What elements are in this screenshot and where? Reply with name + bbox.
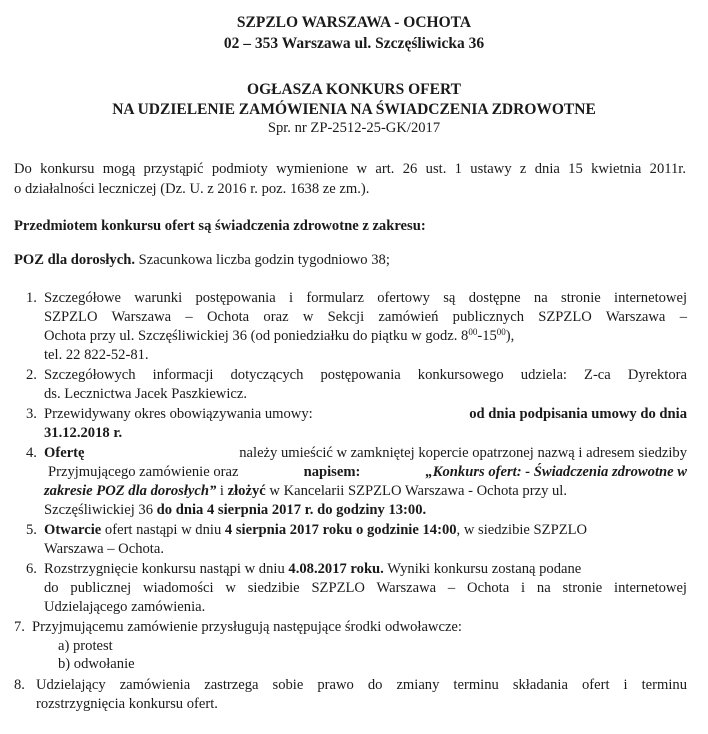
item-4-line-3 xyxy=(44,483,567,500)
item-4-submit-bold: złożyć xyxy=(227,483,266,499)
item-2-line-2: ds. Lecznictwa Jacek Paszkiewicz. xyxy=(44,386,248,402)
item-4-line-1 xyxy=(44,445,687,462)
item-5-date: 4 sierpnia 2017 roku o godzinie 14:00 xyxy=(224,522,457,538)
item-3-number: 3. xyxy=(26,406,37,422)
item-7-option-b: b) odwołanie xyxy=(58,656,135,672)
announcement-title-line2: NA UDZIELENIE ZAMÓWIENIA NA ŚWIADCZENIA ZDROWOTNE xyxy=(112,101,596,118)
item-3-bold: od dnia podpisania umowy do dnia xyxy=(469,406,687,422)
item-2-number: 2. xyxy=(26,367,37,383)
item-5-line-2: Warszawa – Ochota. xyxy=(44,541,164,557)
item-4-deadline: do dnia 4 sierpnia 2017 r. do godziny 13:00. xyxy=(156,502,427,518)
item-1-sup-close: 00 xyxy=(496,327,506,337)
item-4-line-2 xyxy=(48,464,687,481)
item-5-line-1 xyxy=(44,522,587,539)
item-7-line-1: Przyjmującemu zamówienie przysługują następujące środki odwoławcze: xyxy=(32,619,462,635)
item-5-number: 5. xyxy=(26,522,37,538)
item-4-and: i xyxy=(216,483,228,499)
item-3-text: Przewidywany okres obowiązywania umowy: xyxy=(44,406,313,422)
item-4-text: Przyjmującego zamówienie oraz xyxy=(48,464,239,480)
item-7-number: 7. xyxy=(14,619,25,635)
org-address: 02 – 353 Warszawa ul. Szczęśliwicka 36 xyxy=(223,35,485,52)
item-1-line-2: SZPZLO Warszawa – Ochota oraz w Sekcji zamówień publicznych SZPZLO Warszawa – xyxy=(44,309,687,325)
item-3-end-date: 31.12.2018 r. xyxy=(44,425,123,441)
item-4-offer-bold: Ofertę xyxy=(44,445,85,461)
item-4-number: 4. xyxy=(26,445,37,461)
item-4-office: w Kancelarii SZPZLO Warszawa - Ochota przy ul. xyxy=(265,483,568,499)
org-name: SZPZLO WARSZAWA - OCHOTA xyxy=(236,14,472,31)
intro-line-2: o działalności leczniczej (Dz. U. z 2016 r. poz. 1638 ze zm.). xyxy=(14,181,370,197)
subject-line xyxy=(14,252,390,269)
item-6-text: Rozstrzygnięcie konkursu nastąpi w dniu xyxy=(44,561,289,577)
item-1-hours-end: ), xyxy=(505,328,515,344)
item-6-results: Wyniki konkursu zostaną podane xyxy=(383,561,582,577)
reference-number: Spr. nr ZP-2512-25-GK/2017 xyxy=(267,120,441,136)
item-5-place: , w siedzibie SZPZLO xyxy=(456,522,588,538)
item-4-line-4 xyxy=(44,502,426,519)
subject-bold: POZ dla dorosłych. xyxy=(14,252,135,268)
subject-rest: Szacunkowa liczba godzin tygodniowo 38; xyxy=(134,252,390,268)
item-1-sup-open: 00 xyxy=(468,327,478,337)
announcement-title-line1: OGŁASZA KONKURS OFERT xyxy=(247,81,461,98)
item-1-line-3 xyxy=(44,328,514,345)
item-6-line-3: Udzielającego zamówienia. xyxy=(44,599,206,615)
item-5-opening-bold: Otwarcie xyxy=(44,522,102,538)
item-1-number: 1. xyxy=(26,290,37,306)
item-6-line-1 xyxy=(44,561,581,578)
item-1-hours-close: -15 xyxy=(477,328,497,344)
item-6-number: 6. xyxy=(26,561,37,577)
item-6-line-2: do publicznej wiadomości w siedzibie SZPZLO Warszawa – Ochota i na stronie internetowej xyxy=(44,580,687,596)
item-1-line-1: Szczegółowe warunki postępowania i formularz ofertowy są dostępne na stronie internetowej xyxy=(44,290,687,306)
item-7-option-a: a) protest xyxy=(58,638,113,654)
item-1-hours-text: Ochota przy ul. Szczęśliwickiej 36 (od poniedziałku do piątku w godz. 8 xyxy=(44,328,469,344)
item-8-line-2: rozstrzygnięcia konkursu ofert. xyxy=(36,696,218,712)
item-4-street: Szczęśliwickiej 36 xyxy=(44,502,157,518)
item-4-title-italic: „Konkurs ofert: - Świadczenia zdrowotne w xyxy=(425,464,687,480)
item-8-line-1: Udzielający zamówienia zastrzega sobie prawo do zmiany terminu składania ofert i terminu xyxy=(36,677,687,693)
item-5-text: ofert nastąpi w dniu xyxy=(101,522,225,538)
item-4-napis: napisem: xyxy=(303,464,361,480)
subject-heading: Przedmiotem konkursu ofert są świadczenia zdrowotne z zakresu: xyxy=(14,218,426,234)
item-1-phone: tel. 22 822-52-81. xyxy=(44,347,149,363)
item-4-line-1-rest: należy umieścić w zamkniętej kopercie opatrzonej nazwą i adresem siedziby xyxy=(239,445,687,461)
item-8-number: 8. xyxy=(14,677,25,693)
item-4-title-italic-cont: zakresie POZ dla dorosłych” xyxy=(44,483,217,499)
item-6-date: 4.08.2017 roku. xyxy=(288,561,384,577)
intro-line-1: Do konkursu mogą przystąpić podmioty wymienione w art. 26 ust. 1 ustawy z dnia 15 kwietnia 2011r. xyxy=(14,161,686,177)
item-2-line-1: Szczegółowych informacji dotyczących postępowania konkursowego udziela: Z-ca Dyrektora xyxy=(44,367,687,383)
item-3-line-1 xyxy=(44,406,687,423)
